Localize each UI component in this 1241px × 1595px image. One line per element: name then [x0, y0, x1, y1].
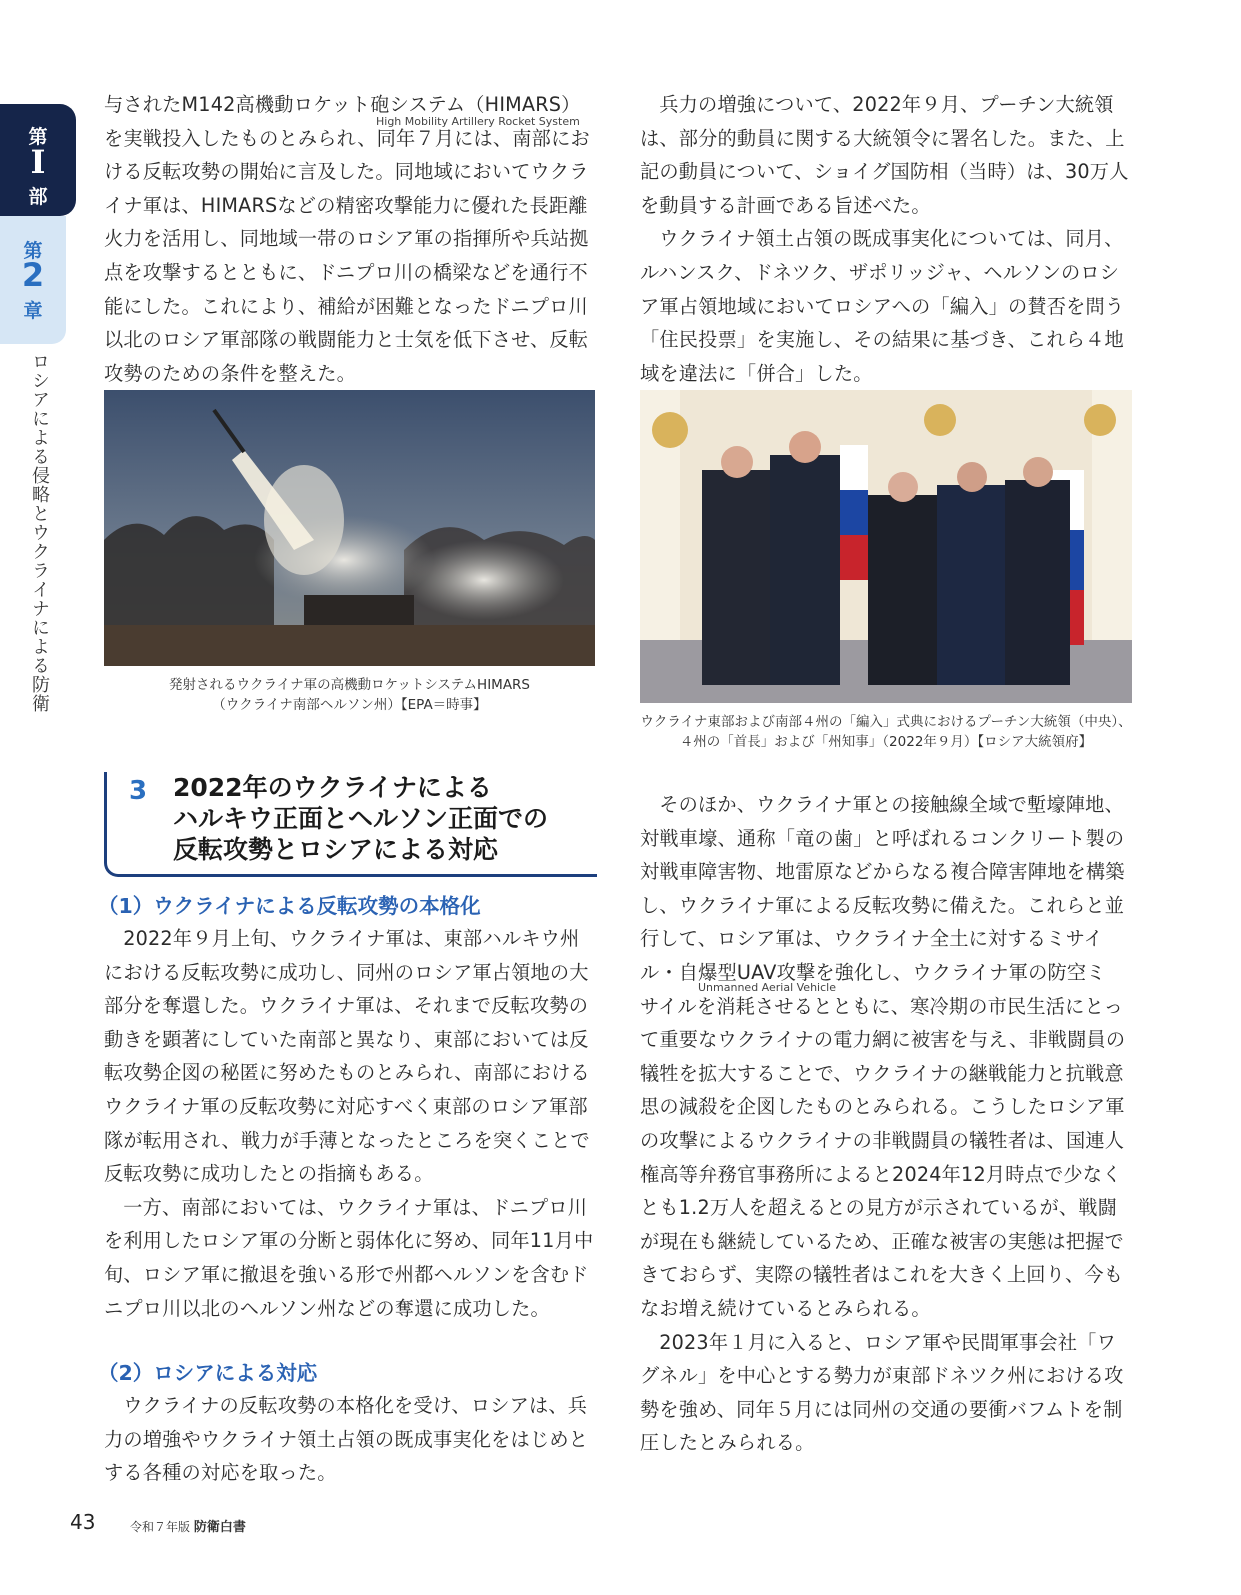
himars-caption-line-1: 発射されるウクライナ軍の高機動ロケットシステムHIMARS	[168, 677, 531, 693]
right-paragraph-3b: サイルを消耗させるとともに、寒冷期の市民生活にとって重要なウクライナの電力網に被害を与え、非戦闘員の犠牲を拡大することで、ウクライナの継戦能力と抗戦意思の減殺を企図したものとみられる。こうしたロシア軍の攻撃によるウクライナの非戦闘員の犠牲者は、国連人権高等弁務官事務所によると2024年12月時点で少なくとも1.2万人を超えるとの見方が示されているが、戦闘が現在も継続しているため、正確な被害の実態は把握できておらず、実際の犠牲者はこれを大きく上回り、今もなお増え続けているとみられる。	[640, 994, 1126, 1320]
left-line-2-with-ruby	[104, 114, 596, 156]
subsection-2-text	[104, 1389, 596, 1490]
page-number: 43	[70, 1510, 96, 1534]
section-title-line-2: ハルキウ正面とヘルソン正面での	[173, 804, 549, 833]
part-tab	[0, 104, 76, 216]
book-title	[130, 1516, 246, 1535]
right-paragraph-3a: そのほか、ウクライナ軍との接触線全域で塹壕陣地、対戦車壕、通称「竜の歯」と呼ばれるコンクリート製の対戦車障害物、地雷原などからなる複合障害陣地を構築し、ウクライナ軍による反転攻勢に備えた。これらと並行して、ロシア軍は、ウクライナ全土に対するミサイル・自爆型UAV攻撃を強化し、ウクライナ軍の防空ミ	[640, 793, 1125, 984]
ceremony-photo	[640, 390, 1132, 703]
left-intro-text	[104, 88, 596, 390]
part-tab-prefix: 第	[28, 126, 48, 148]
uav-ruby: Unmanned Aerial Vehicle	[698, 980, 836, 994]
himars-ruby: High Mobility Artillery Rocket System	[376, 114, 580, 128]
right-paragraph-2: ウクライナ領土占領の既成事実化については、同月、ルハンスク、ドネツク、ザポリッジャ、ヘルソンのロシア軍占領地域においてロシアへの「編入」の賛否を問う「住民投票」を実施し、その結果に基づき、これら４地域を違法に「併合」した。	[640, 227, 1125, 385]
book-name: 防衛白書	[193, 1520, 246, 1535]
chapter-title-vertical: ロシアによる侵略とウクライナによる防衛	[29, 352, 50, 713]
subsection-heading-1: （1）ウクライナによる反転攻勢の本格化	[98, 894, 481, 918]
subsection-heading-2: （2）ロシアによる対応	[98, 1361, 318, 1385]
subsection-2-paragraph-1: ウクライナの反転攻勢の本格化を受け、ロシアは、兵力の増強やウクライナ領土占領の既成事実化をはじめとする各種の対応を取った。	[104, 1394, 589, 1485]
ceremony-caption	[636, 712, 1136, 752]
section-title-line-3: 反転攻勢とロシアによる対応	[173, 835, 499, 864]
chapter-tab	[0, 216, 66, 344]
right-lower-text	[640, 788, 1132, 1460]
himars-photo	[104, 390, 595, 666]
chapter-tab-suffix: 章	[23, 300, 43, 322]
right-paragraph-1: 兵力の増強について、2022年９月、プーチン大統領は、部分的動員に関する大統領令に署名した。また、上記の動員について、ショイグ国防相（当時）は、30万人を動員する計画である旨述べた。	[640, 93, 1129, 217]
right-top-text	[640, 88, 1132, 390]
right-paragraph-3b-with-ruby	[640, 980, 1132, 1326]
section-number: 3	[129, 776, 148, 806]
section-heading	[104, 772, 597, 877]
part-tab-number: I	[30, 143, 46, 181]
section-title-line-1: 2022年のウクライナによる	[173, 773, 492, 802]
part-tab-suffix: 部	[28, 186, 48, 208]
section-title	[173, 772, 548, 865]
book-edition: 令和７年版	[130, 1520, 191, 1534]
left-line-1: 与されたM142高機動ロケット砲システム（HIMARS）	[104, 93, 581, 116]
ceremony-caption-line-2: ４州の「首長」および「州知事」（2022年９月）【ロシア大統領府】	[679, 734, 1093, 750]
left-paragraph-rest: ける反転攻勢の開始に言及した。同地域においてウクライナ軍は、HIMARSなどの精密攻撃能力に優れた長距離火力を活用し、同地域一帯のロシア軍の指揮所や兵站拠点を攻撃するとともに、ドニプロ川の橋梁などを通行不能にした。これにより、補給が困難となったドニプロ川以北のロシア軍部隊の戦闘能力と士気を低下させ、反転攻勢のための条件を整えた。	[104, 160, 589, 385]
subsection-1-paragraph-2: 一方、南部においては、ウクライナ軍は、ドニプロ川を利用したロシア軍の分断と弱体化に努め、同年11月中旬、ロシア軍に撤退を強いる形で州都ヘルソンを含むドニプロ川以北のヘルソン州などの奪還に成功した。	[104, 1195, 594, 1320]
chapter-tab-prefix: 第	[23, 240, 43, 262]
himars-caption	[104, 675, 595, 715]
left-line-2: を実戦投入したものとみられ、同年７月には、南部にお	[104, 126, 590, 150]
subsection-1-paragraph-1: 2022年９月上旬、ウクライナ軍は、東部ハルキウ州における反転攻勢に成功し、同州のロシア軍占領地の大部分を奪還した。ウクライナ軍は、それまで反転攻勢の動きを顕著にしていた南部と異なり、東部においては反転攻勢企図の秘匿に努めたものとみられ、南部におけるウクライナ軍の反転攻勢に対応すべく東部のロシア軍部隊が転用され、戦力が手薄となったところを突くことで反転攻勢に成功したとの指摘もある。	[104, 927, 590, 1186]
himars-caption-line-2: （ウクライナ南部ヘルソン州）【EPA＝時事】	[212, 697, 487, 713]
right-paragraph-4: 2023年１月に入ると、ロシア軍や民間軍事会社「ワグネル」を中心とする勢力が東部ドネツク州における攻勢を強め、同年５月には同州の交通の要衝バフムトを制圧したとみられる。	[640, 1330, 1124, 1455]
subsection-1-text	[104, 922, 596, 1325]
ceremony-caption-line-1: ウクライナ東部および南部４州の「編入」式典におけるプーチン大統領（中央）、	[640, 714, 1132, 730]
chapter-tab-number: 2	[21, 256, 45, 294]
